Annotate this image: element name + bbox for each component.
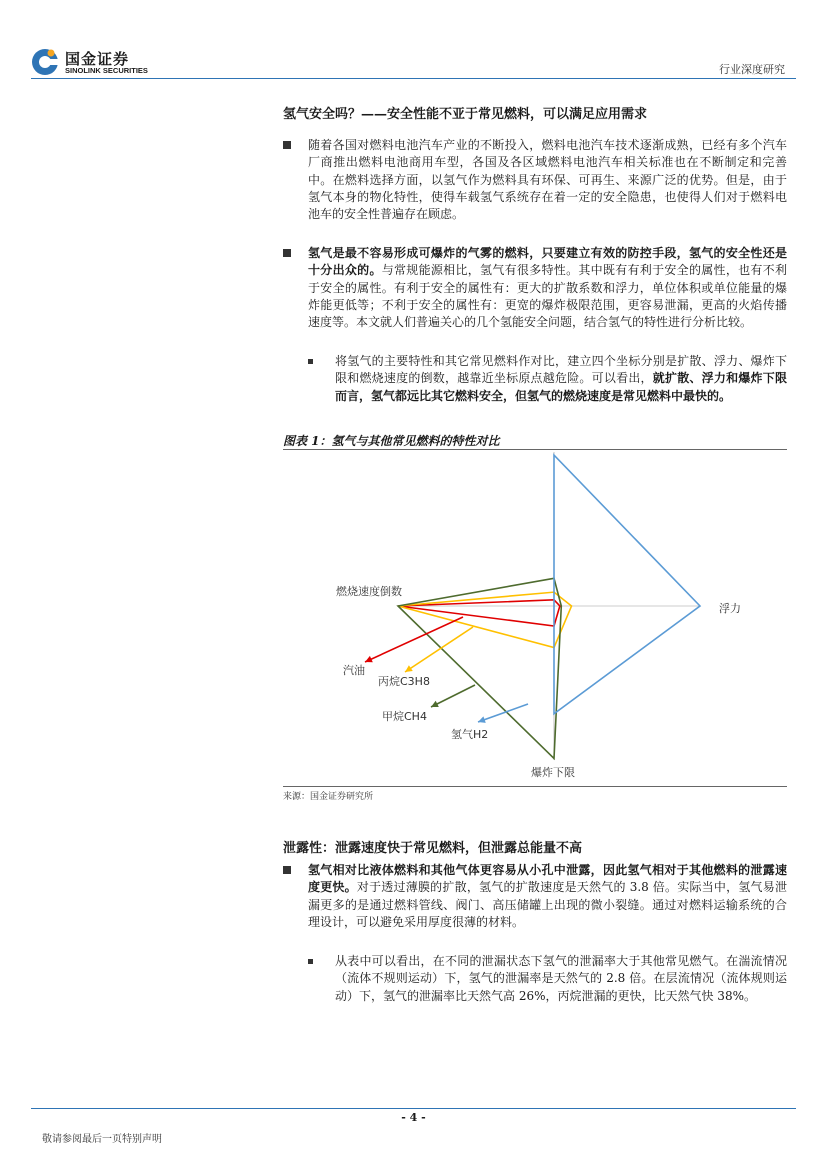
square-bullet-icon bbox=[283, 141, 291, 149]
footer-divider bbox=[31, 1108, 796, 1109]
report-type-label: 行业深度研究 bbox=[719, 63, 785, 76]
sub-bullet-comparison bbox=[308, 353, 787, 405]
logo-text-en: SINOLINK SECURITIES bbox=[65, 66, 148, 75]
figure-title: 图表 1：氢气与其他常见燃料的特性对比 bbox=[283, 432, 787, 450]
legend-arrow-propane bbox=[405, 627, 473, 672]
legend-label-hydrogen: 氢气H2 bbox=[451, 728, 489, 741]
small-square-bullet-icon bbox=[308, 359, 313, 364]
legend-arrow-methane bbox=[431, 685, 475, 707]
square-bullet-icon bbox=[283, 249, 291, 257]
paragraph-intro: 随着各国对燃料电池汽车产业的不断投入，燃料电池汽车技术逐渐成熟，已经有多个汽车厂商推出燃料电池商用车型，各国及各区域燃料电池汽车相关标准也在不断制定和完善中。在燃料选择方面，以氢气作为燃料具有环保、可再生、来源广泛的优势。但是，由于氢气本身的物化特性，使得车载氢气系统存在着一定的安全隐患，也使得人们对于燃料电池车的安全性普遍存在顾虑。 bbox=[308, 138, 787, 222]
radar-axes bbox=[398, 452, 700, 760]
paragraph-hydrogen-safety-rest: 与常规能源相比，氢气有很多特性。其中既有有利于安全的属性，也有不利于安全的属性。有利于安全的属性有：更大的扩散系数和浮力，单位体积或单位能量的爆炸能更低等；不利于安全的属性有：更宽的爆炸极限范围，更容易泄漏，更高的火焰传播速度等。本文就人们普遍关心的几个氢能安全问题，结合氢气的特性进行分析比较。 bbox=[308, 263, 787, 330]
paragraph-leak-rate: 从表中可以看出，在不同的泄漏状态下氢气的泄漏率大于其他常见燃气。在湍流情况（流体不规则运动）下，氢气的泄漏率是天然气的 2.8 倍。在层流情况（流体规则运动）下，氢气的泄漏率比天然气高 26%，丙烷泄漏的更快，比天然气快 38%。 bbox=[335, 954, 787, 1003]
series-hydrogen bbox=[554, 455, 700, 714]
sub-bullet-leak-rate bbox=[308, 953, 787, 1005]
square-bullet-icon bbox=[283, 866, 291, 874]
paragraph-leakage-rest: 对于透过薄膜的扩散，氢气的扩散速度是天然气的 3.8 倍。实际当中，氢气易泄漏更多的是通过燃料管线、阀门、高压储罐上出现的微小裂缝。通过对燃料运输系统的合理设计，可以避免采用厚度很薄的材料。 bbox=[308, 880, 787, 929]
disclaimer-note: 敬请参阅最后一页特别声明 bbox=[42, 1134, 162, 1145]
radar-legend-arrows bbox=[365, 617, 528, 723]
section-title-leakage: 泄露性：泄露速度快于常见燃料，但泄露总能量不高 bbox=[283, 841, 583, 856]
figure-bottom-rule bbox=[283, 786, 787, 787]
paragraph-leakage-bold: 氢气相对比液体燃料和其他气体更容易从小孔中泄露，因此氢气相对于其他燃料的泄露速度更快。 bbox=[308, 863, 787, 895]
small-square-bullet-icon bbox=[308, 959, 313, 964]
radar-chart bbox=[283, 452, 787, 786]
legend-label-gasoline: 汽油 bbox=[343, 664, 365, 677]
bullet-paragraph-2 bbox=[283, 245, 787, 331]
legend-label-propane: 丙烷C3H8 bbox=[378, 675, 430, 688]
company-logo bbox=[31, 46, 161, 78]
header-divider bbox=[31, 78, 796, 79]
paragraph-hydrogen-safety-bold: 氢气是最不容易形成可爆炸的气雾的燃料，只要建立有效的防控手段，氢气的安全性还是十分出众的。 bbox=[308, 246, 787, 278]
figure-source: 来源：国金证券研究所 bbox=[283, 792, 374, 802]
logo-text-cn: 国金证券 bbox=[65, 50, 130, 68]
legend-label-methane: 甲烷CH4 bbox=[382, 710, 427, 723]
paragraph-comparison-bold: 就扩散、浮力和爆炸下限而言，氢气都远比其它燃料安全，但氢气的燃烧速度是常见燃料中最快的。 bbox=[335, 371, 787, 403]
page-number: - 4 - bbox=[401, 1111, 426, 1124]
radar-series-group bbox=[398, 455, 700, 758]
section-title-safety: 氢气安全吗？——安全性能不亚于常见燃料，可以满足应用需求 bbox=[283, 107, 648, 122]
legend-arrow-propane-head bbox=[405, 665, 413, 672]
axis-label-burn-speed: 燃烧速度倒数 bbox=[336, 585, 402, 598]
bullet-paragraph-1 bbox=[283, 137, 787, 223]
paragraph-hydrogen-safety bbox=[308, 245, 787, 331]
axis-label-buoyancy: 浮力 bbox=[719, 602, 741, 615]
bullet-paragraph-leakage bbox=[283, 862, 787, 931]
sinolink-logo-icon bbox=[31, 48, 59, 76]
paragraph-leakage bbox=[308, 862, 787, 931]
axis-label-lower-explosion-limit: 爆炸下限 bbox=[531, 766, 575, 779]
paragraph-comparison bbox=[335, 353, 787, 405]
paragraph-comparison-normal: 将氢气的主要特性和其它常见燃料作对比，建立四个坐标分别是扩散、浮力、爆炸下限和燃烧速度的倒数，越靠近坐标原点越危险。可以看出， bbox=[335, 354, 787, 386]
legend-arrow-hydrogen bbox=[478, 704, 528, 722]
